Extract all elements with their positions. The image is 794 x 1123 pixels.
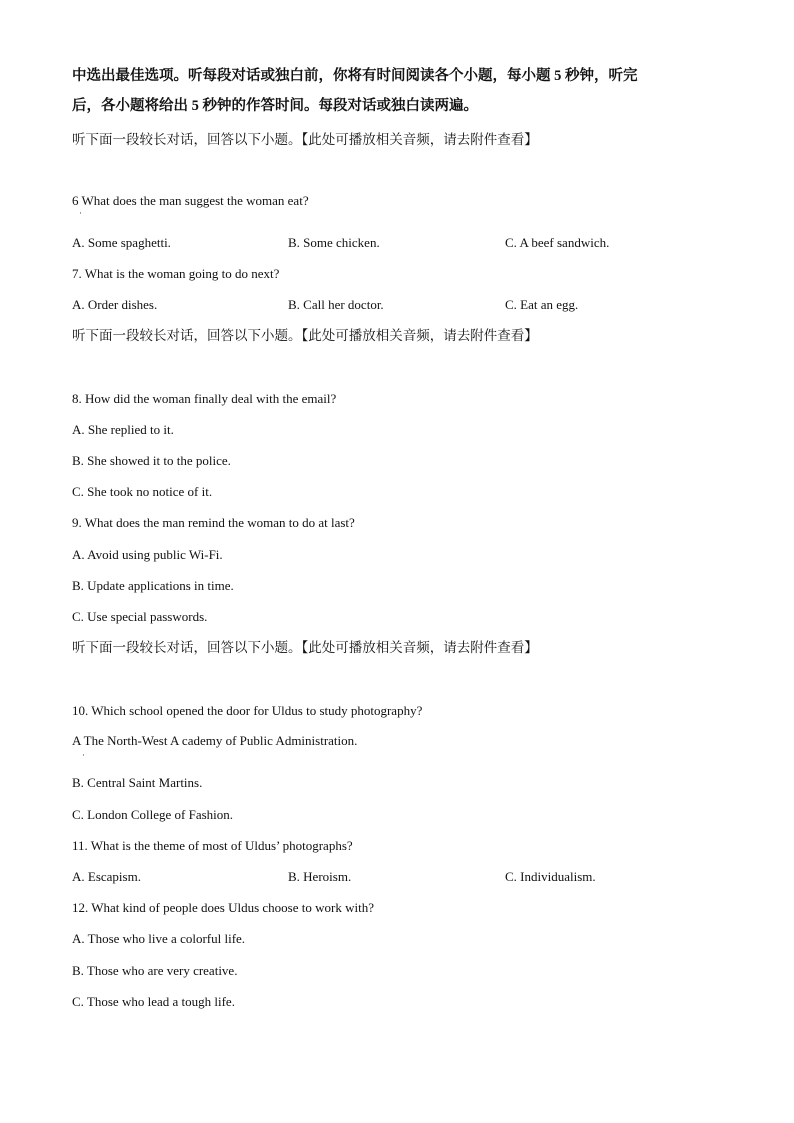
q9-option-a[interactable]: A. Avoid using public Wi-Fi. [72,547,223,562]
tiny-dot-mark: · [82,750,85,760]
audio-note: 听下面一段较长对话，回答以下小题。【此处可播放相关音频，请去附件查看】 [72,328,538,343]
audio-note: 听下面一段较长对话，回答以下小题。【此处可播放相关音频，请去附件查看】 [72,640,538,655]
q9-option-c[interactable]: C. Use special passwords. [72,609,208,624]
question-11: 11. What is the theme of most of Uldus’ photographs? [72,838,353,853]
q12-option-c[interactable]: C. Those who lead a tough life. [72,994,235,1009]
question-8: 8. How did the woman finally deal with the email? [72,391,337,406]
question-12: 12. What kind of people does Uldus choose to work with? [72,900,374,915]
audio-note: 听下面一段较长对话，回答以下小题。【此处可播放相关音频，请去附件查看】 [72,132,538,147]
q11-option-c[interactable]: C. Individualism. [505,869,596,884]
question-7: 7. What is the woman going to do next? [72,266,280,281]
instruction-line-2: 后，各小题将给出 5 秒钟的作答时间。每段对话或独白读两遍。 [72,98,478,114]
q12-option-b[interactable]: B. Those who are very creative. [72,963,238,978]
q6-option-a[interactable]: A. Some spaghetti. [72,235,171,250]
q10-option-c[interactable]: C. London College of Fashion. [72,807,234,822]
q7-option-a[interactable]: A. Order dishes. [72,297,158,312]
q10-option-b[interactable]: B. Central Saint Martins. [72,775,203,790]
q7-option-c[interactable]: C. Eat an egg. [505,297,579,312]
instruction-line-1: 中选出最佳选项。听每段对话或独白前，你将有时间阅读各个小题，每小题 5 秒钟，听完 [72,68,638,84]
q8-option-c[interactable]: C. She took no notice of it. [72,484,213,499]
question-10: 10. Which school opened the door for Uldus to study photography? [72,703,423,718]
q7-option-b[interactable]: B. Call her doctor. [288,297,384,312]
q11-option-a[interactable]: A. Escapism. [72,869,141,884]
q12-option-a[interactable]: A. Those who live a colorful life. [72,931,246,946]
q11-option-b[interactable]: B. Heroism. [288,869,352,884]
q8-option-a[interactable]: A. She replied to it. [72,422,174,437]
q8-option-b[interactable]: B. She showed it to the police. [72,453,231,468]
q10-option-a[interactable]: A The North-West A cademy of Public Administration. [72,733,358,748]
q6-option-b[interactable]: B. Some chicken. [288,235,380,250]
q9-option-b[interactable]: B. Update applications in time. [72,578,234,593]
question-6: 6 What does the man suggest the woman eat? [72,193,309,208]
question-9: 9. What does the man remind the woman to do at last? [72,515,355,530]
q6-option-c[interactable]: C. A beef sandwich. [505,235,610,250]
tiny-dot-mark: · [79,208,82,218]
